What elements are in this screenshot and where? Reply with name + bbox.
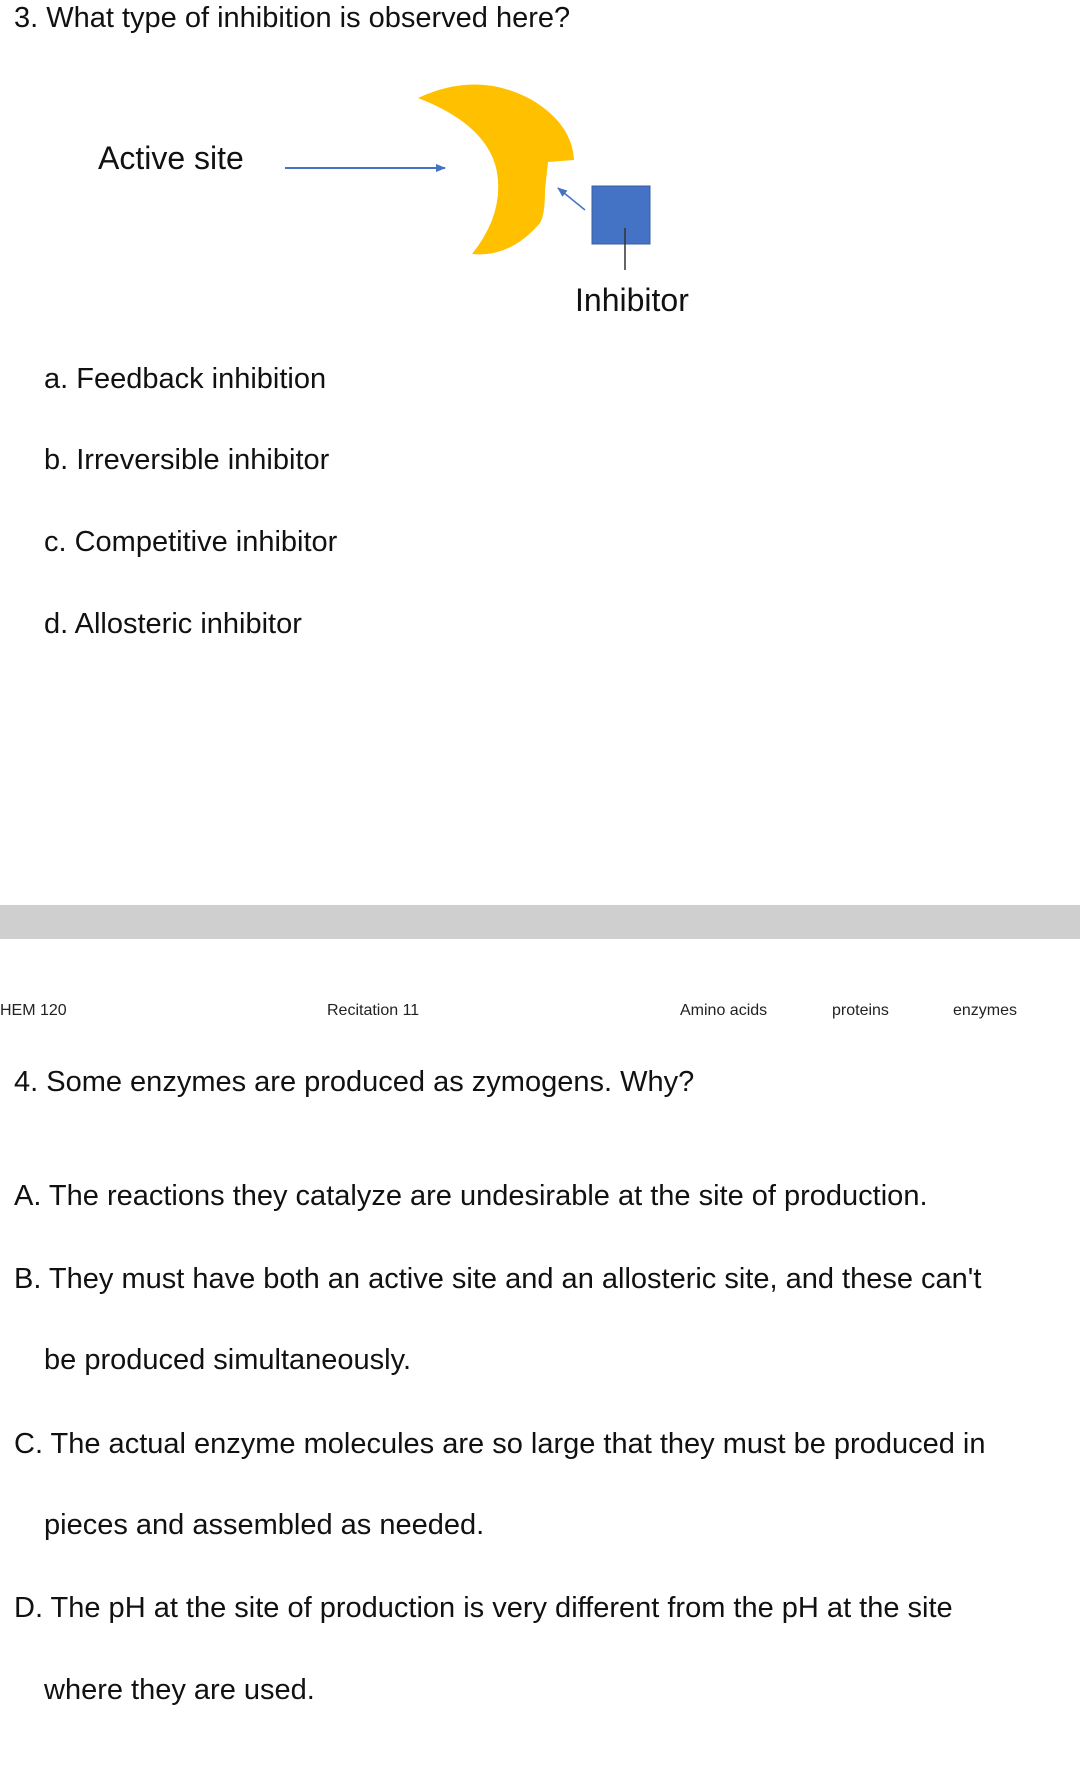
q4-option-d-continued: where they are used. [44, 1674, 315, 1706]
topic-enzymes: enzymes [953, 1002, 1018, 1019]
question-4-title: 4. Some enzymes are produced as zymogens. Why? [14, 1066, 695, 1098]
page-separator [0, 905, 1080, 939]
q4-option-a[interactable]: A. The reactions they catalyze are undesirable at the site of production. [14, 1180, 928, 1212]
inhibitor-binding-arrow [558, 188, 585, 210]
inhibitor-square [592, 186, 650, 244]
q4-option-b[interactable]: B. They must have both an active site and an allosteric site, and these can't [14, 1263, 982, 1295]
course-code: HEM 120 [0, 1002, 67, 1019]
q3-option-a[interactable]: a. Feedback inhibition [44, 363, 327, 395]
q4-option-d[interactable]: D. The pH at the site of production is very different from the pH at the site [14, 1592, 953, 1624]
active-site-label: Active site [98, 140, 244, 176]
enzyme-shape [418, 84, 574, 254]
q3-option-c[interactable]: c. Competitive inhibitor [44, 526, 338, 558]
q4-option-c-continued: pieces and assembled as needed. [44, 1509, 485, 1541]
q4-option-b-continued: be produced simultaneously. [44, 1344, 412, 1376]
q3-option-b[interactable]: b. Irreversible inhibitor [44, 444, 330, 476]
topic-proteins: proteins [832, 1002, 889, 1019]
q4-option-c[interactable]: C. The actual enzyme molecules are so large that they must be produced in [14, 1428, 986, 1460]
topic-amino-acids: Amino acids [680, 1002, 768, 1019]
question-3-title: 3. What type of inhibition is observed here? [14, 2, 571, 34]
recitation-label: Recitation 11 [327, 1002, 420, 1019]
inhibitor-label: Inhibitor [575, 282, 689, 318]
inhibition-diagram [0, 0, 1080, 340]
q3-option-d[interactable]: d. Allosteric inhibitor [44, 608, 302, 640]
